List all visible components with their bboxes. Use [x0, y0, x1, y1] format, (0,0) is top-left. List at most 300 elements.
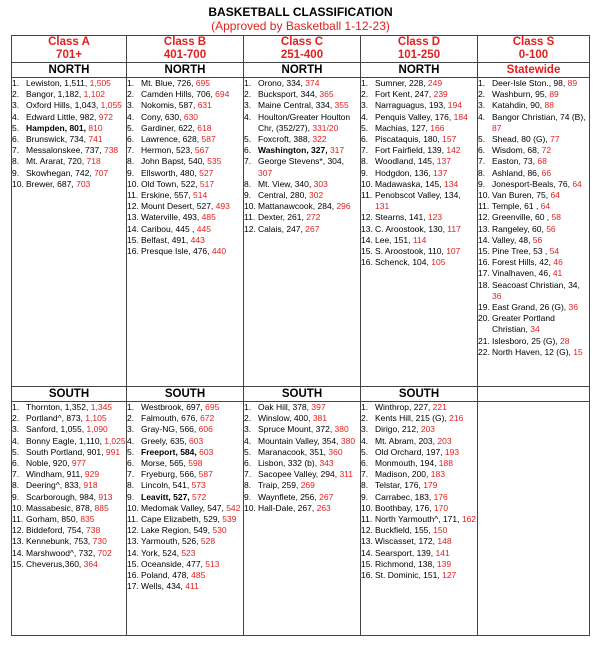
team-new-enrollment: 176 [433, 491, 448, 502]
team-name-enrollment: Lewiston, 1,511, [26, 78, 90, 88]
team-entry [127, 436, 243, 447]
team-new-enrollment: 618 [197, 122, 212, 133]
team-new-enrollment: 117 [447, 223, 461, 234]
team-name-enrollment: Old Orchard, 197, [375, 446, 445, 457]
team-info [492, 313, 589, 335]
team-new-enrollment: 913 [98, 491, 113, 502]
team-new-enrollment: 695 [195, 78, 210, 88]
team-name-enrollment: Skowhegan, 742, [26, 167, 95, 178]
team-new-enrollment: 702 [97, 547, 112, 558]
team-rank: 1. [361, 78, 369, 88]
team-info [141, 469, 243, 480]
team-name-enrollment: Massabesic, 878, [26, 502, 95, 513]
team-new-enrollment: 343 [319, 458, 334, 469]
team-info [141, 224, 243, 235]
team-new-enrollment: 587 [198, 469, 213, 480]
team-entry [361, 424, 477, 435]
team-info [492, 246, 589, 257]
team-new-enrollment: 77 [550, 134, 560, 145]
team-entry [478, 145, 589, 156]
team-new-enrollment: 179 [423, 480, 438, 491]
team-new-enrollment: 528 [200, 536, 216, 547]
class-c-header [244, 36, 361, 63]
team-entry [361, 492, 477, 503]
team-new-enrollment: 311 [339, 469, 353, 480]
team-info [375, 424, 477, 435]
team-rank: 6. [361, 458, 369, 469]
team-name-enrollment: John Bapst, 540, [141, 156, 208, 167]
team-name-enrollment: Greenville, 60 , [492, 212, 552, 223]
team-entry [361, 447, 477, 458]
team-new-enrollment: 272 [306, 212, 321, 223]
team-new-enrollment: 885 [94, 502, 109, 513]
team-entry [244, 212, 360, 223]
team-entry [244, 145, 360, 156]
team-info [375, 436, 477, 447]
team-info [492, 156, 589, 167]
class-a-name: Class A [48, 36, 90, 48]
team-rank: 1. [361, 402, 369, 412]
team-name-enrollment: Forest Hills, 42, [492, 257, 554, 268]
team-new-enrollment: 307 [258, 167, 273, 178]
team-new-enrollment: 567 [194, 145, 210, 156]
team-name-enrollment: Marshwood^, 732, [26, 547, 98, 558]
team-new-enrollment: 606 [198, 424, 213, 435]
team-entry [478, 89, 589, 100]
team-entry [478, 313, 589, 335]
team-new-enrollment: 221 [432, 402, 447, 412]
team-new-enrollment: 137 [436, 156, 451, 167]
team-entry [478, 336, 589, 347]
team-name-enrollment: Hampden, 801, [26, 122, 89, 133]
class-d-south-cell [361, 402, 478, 636]
team-entry [478, 235, 589, 246]
class-a-south-label: SOUTH [12, 387, 127, 402]
team-name-enrollment: Pine Tree, 53 , [492, 246, 550, 257]
team-rank: 6. [478, 145, 486, 156]
team-rank: 3. [361, 100, 369, 111]
team-name-enrollment: Fort Kent, 247, [375, 89, 434, 100]
team-rank: 16. [361, 257, 373, 268]
team-rank: 1. [244, 78, 252, 88]
team-new-enrollment: 89 [549, 89, 559, 100]
team-rank: 9. [361, 491, 369, 502]
team-rank: 11. [361, 190, 373, 201]
team-new-enrollment: 303 [313, 178, 328, 189]
team-info [375, 134, 477, 145]
team-rank: 1. [127, 402, 135, 412]
team-info [141, 134, 243, 145]
team-name-enrollment: Penobscot Valley, 134, [375, 190, 461, 201]
team-entry [127, 134, 243, 145]
team-entry [361, 480, 477, 491]
team-info [26, 100, 126, 111]
team-name-enrollment: Gorham, 850, [26, 514, 81, 525]
class-b-name: Class B [163, 36, 207, 48]
class-s-statewide-label: Statewide [478, 63, 590, 78]
team-info [375, 145, 477, 156]
team-new-enrollment: 134 [443, 178, 459, 189]
class-s-south-cell-empty [478, 402, 590, 636]
team-new-enrollment: 105 [431, 257, 446, 268]
team-name-enrollment: Jonesport-Beals, 76, [492, 178, 573, 189]
team-name-enrollment: Mt. Blue, 726, [141, 78, 196, 88]
team-rank: 10. [478, 190, 490, 201]
team-entry [244, 179, 360, 190]
team-info [492, 212, 589, 223]
team-name-enrollment: Falmouth, 676, [141, 413, 201, 424]
team-new-enrollment: 381 [312, 413, 327, 424]
team-new-enrollment: 360 [328, 446, 343, 457]
team-name-enrollment: S. Aroostook, 110, [375, 246, 447, 257]
team-info [375, 458, 477, 469]
team-rank: 1. [12, 402, 20, 412]
team-name-enrollment: Freeport, 584, [141, 446, 200, 457]
class-a-north-cell [12, 78, 127, 387]
team-entry [127, 570, 243, 581]
team-rank: 11. [127, 514, 139, 525]
team-rank: 21. [478, 335, 490, 346]
team-info [492, 268, 589, 279]
team-rank: 12. [127, 201, 139, 212]
team-rank: 15. [12, 558, 24, 569]
team-new-enrollment: 123 [427, 212, 443, 223]
team-new-enrollment: 718 [86, 156, 101, 167]
team-info [492, 224, 589, 235]
team-info [141, 156, 243, 167]
class-b-north-label: NORTH [127, 63, 244, 78]
team-name-enrollment: Ellsworth, 480, [141, 167, 200, 178]
team-rank: 7. [12, 145, 20, 156]
team-entry [244, 78, 360, 89]
team-name-enrollment: York, 524, [141, 547, 182, 558]
team-entry [127, 224, 243, 235]
team-new-enrollment: 631 [197, 100, 212, 111]
team-new-enrollment: 56 [532, 234, 543, 245]
team-rank: 12. [127, 525, 139, 536]
team-new-enrollment: 918 [83, 480, 98, 491]
team-name-enrollment: Mountain Valley, 354, [258, 435, 341, 446]
team-new-enrollment: 1,345 [90, 402, 113, 412]
team-new-enrollment: 485 [201, 212, 216, 223]
team-name-enrollment: Madison, 200, [375, 469, 431, 480]
class-c-south-cell [244, 402, 361, 636]
team-new-enrollment: 730 [92, 536, 107, 547]
class-b-south-cell [127, 402, 244, 636]
team-name-enrollment: Piscataquis, 180, [375, 134, 443, 145]
class-c-south-label: SOUTH [244, 387, 361, 402]
team-rank: 4. [361, 435, 369, 446]
team-rank: 8. [12, 480, 20, 491]
team-entry [127, 480, 243, 491]
class-a-range: 701+ [56, 48, 82, 61]
team-new-enrollment: 137 [433, 167, 448, 178]
team-rank: 17. [127, 581, 139, 592]
team-new-enrollment: 365 [319, 89, 334, 100]
class-header-row [12, 36, 590, 63]
team-new-enrollment: 440 [211, 246, 227, 257]
team-entry [127, 123, 243, 134]
team-new-enrollment: 114 [412, 234, 427, 245]
team-info [141, 235, 243, 246]
team-entry [478, 100, 589, 111]
team-name-enrollment: Central, 280, [258, 190, 310, 201]
team-entry [12, 503, 126, 514]
team-new-enrollment: 411 [185, 581, 199, 592]
team-new-enrollment: 56 [546, 223, 556, 234]
team-info [258, 492, 360, 503]
class-a-south-list [12, 402, 126, 570]
team-entry [127, 424, 243, 435]
team-name-enrollment: Schenck, 104, [375, 257, 432, 268]
team-info [258, 89, 360, 100]
team-name-enrollment: Westbrook, 697, [141, 402, 206, 412]
team-new-enrollment: 317 [329, 145, 345, 156]
team-name-enrollment: Ashland, 86, [492, 167, 542, 178]
team-name-enrollment: Valley, 48, [492, 234, 533, 245]
class-c-range: 251-400 [280, 48, 324, 61]
team-info [492, 145, 589, 156]
team-entry [361, 145, 477, 156]
team-name-enrollment: Searsport, 139, [375, 547, 436, 558]
team-rank: 8. [361, 156, 369, 167]
team-rank: 2. [127, 89, 135, 100]
team-info [141, 78, 243, 89]
team-info [141, 112, 243, 123]
team-rank: 6. [244, 458, 252, 469]
team-entry [478, 179, 589, 190]
team-rank: 6. [361, 134, 369, 145]
team-entry [244, 436, 360, 447]
team-info [375, 100, 477, 111]
team-info [26, 134, 126, 145]
team-info [375, 123, 477, 134]
team-rank: 15. [361, 246, 373, 257]
team-new-enrollment: 445 [196, 223, 211, 234]
team-new-enrollment: 193 [444, 446, 460, 457]
team-rank: 11. [127, 190, 139, 201]
team-name-enrollment: Buckfield, 155, [375, 525, 434, 536]
team-new-enrollment: 1,055 [100, 100, 122, 111]
team-name-enrollment: Gray-NG, 566, [141, 424, 199, 435]
team-entry [12, 89, 126, 100]
team-info [258, 201, 360, 212]
team-name-enrollment: Deer-Isle Ston., 98, [492, 78, 568, 88]
team-entry [361, 224, 477, 235]
team-entry [361, 525, 477, 536]
team-info [258, 112, 360, 134]
team-name-enrollment: Mt. View, 340, [258, 178, 314, 189]
team-info [375, 402, 477, 413]
team-name-enrollment: Lake Region, 549, [141, 525, 213, 536]
team-info [492, 201, 589, 212]
team-new-enrollment: 513 [205, 558, 220, 569]
team-entry [12, 402, 126, 413]
team-rank: 19. [478, 302, 490, 313]
team-entry [478, 212, 589, 223]
team-name-enrollment: Windham, 911, [26, 469, 85, 480]
team-entry [127, 201, 243, 212]
team-entry [127, 145, 243, 156]
team-entry [361, 436, 477, 447]
team-rank: 2. [12, 89, 20, 100]
team-info [26, 424, 126, 435]
team-new-enrollment: 1,025 [104, 435, 126, 446]
team-rank: 13. [361, 536, 373, 547]
team-new-enrollment: 87 [492, 122, 502, 133]
team-name-enrollment: Narraguagus, 193, [375, 100, 448, 111]
team-name-enrollment: Lee, 151, [375, 234, 413, 245]
team-name-enrollment: Old Town, 522, [141, 178, 200, 189]
team-info [258, 179, 360, 190]
team-name-enrollment: Caribou, 445 , [141, 223, 197, 234]
team-info [141, 581, 243, 592]
team-info [141, 458, 243, 469]
class-s-statewide-list [478, 78, 589, 358]
team-rank: 4. [244, 435, 252, 446]
team-rank: 8. [478, 167, 486, 178]
team-info [141, 525, 243, 536]
team-entry [12, 145, 126, 156]
team-info [141, 559, 243, 570]
team-entry [361, 78, 477, 89]
team-new-enrollment: 517 [199, 178, 215, 189]
team-entry [361, 246, 477, 257]
team-info [375, 447, 477, 458]
team-new-enrollment: 141 [435, 547, 450, 558]
team-new-enrollment: 166 [430, 122, 445, 133]
team-entry [12, 112, 126, 123]
team-new-enrollment: 66 [541, 167, 552, 178]
team-rank: 16. [361, 570, 373, 581]
team-name-enrollment: Mount Desert, 527, [141, 201, 216, 212]
team-info [26, 458, 126, 469]
team-entry [361, 503, 477, 514]
team-entry [361, 257, 477, 268]
team-rank: 18. [478, 279, 490, 290]
team-info [375, 112, 477, 123]
class-a-south-cell [12, 402, 127, 636]
team-info [258, 480, 360, 491]
team-new-enrollment: 929 [84, 469, 100, 480]
team-info [375, 78, 477, 89]
team-entry [127, 525, 243, 536]
team-rank: 12. [244, 223, 256, 234]
team-info [26, 436, 126, 447]
team-info [26, 548, 126, 559]
team-entry [244, 413, 360, 424]
team-name-enrollment: Wiscasset, 172, [375, 536, 438, 547]
class-d-north-label: NORTH [361, 63, 478, 78]
team-info [26, 525, 126, 536]
team-rank: 14. [127, 223, 139, 234]
team-info [141, 201, 243, 212]
team-rank: 12. [12, 525, 24, 536]
team-info [141, 190, 243, 201]
team-rank: 15. [127, 234, 139, 245]
team-entry [12, 469, 126, 480]
team-rank: 12. [361, 212, 373, 223]
team-entry [127, 447, 243, 458]
team-entry [478, 302, 589, 313]
team-entry [244, 402, 360, 413]
team-rank: 8. [244, 178, 252, 189]
team-rank: 16. [127, 246, 139, 257]
team-rank: 8. [244, 480, 252, 491]
team-new-enrollment: 269 [300, 480, 315, 491]
team-name-enrollment: Kents Hill, 215 (G), [375, 413, 450, 424]
team-entry [361, 536, 477, 547]
team-rank: 4. [12, 435, 20, 446]
team-rank: 10. [244, 201, 256, 212]
team-rank: 6. [244, 145, 252, 156]
team-rank: 9. [478, 178, 486, 189]
team-entry [127, 168, 243, 179]
team-info [492, 100, 589, 111]
team-entry [244, 156, 360, 178]
team-rank: 7. [244, 469, 252, 480]
class-b-north-cell [127, 78, 244, 387]
team-info [375, 469, 477, 480]
team-entry [244, 89, 360, 100]
team-entry [244, 492, 360, 503]
team-new-enrollment: 603 [199, 446, 214, 457]
team-rank: 3. [12, 424, 20, 435]
team-name-enrollment: Fryeburg, 566, [141, 469, 199, 480]
team-new-enrollment: 72 [541, 145, 552, 156]
team-name-enrollment: Hodgdon, 136, [375, 167, 434, 178]
team-info [141, 447, 243, 458]
team-rank: 16. [127, 570, 139, 581]
team-name-enrollment: Poland, 478, [141, 570, 192, 581]
team-rank: 14. [478, 234, 490, 245]
class-d-north-list [361, 78, 477, 268]
team-new-enrollment: 523 [181, 547, 196, 558]
team-name-enrollment: Oceanside, 477, [141, 558, 206, 569]
team-name-enrollment: Biddeford, 754, [26, 525, 87, 536]
team-name-enrollment: Islesboro, 25 (G), [492, 335, 561, 346]
team-entry [244, 503, 360, 514]
team-new-enrollment: 239 [433, 89, 448, 100]
team-info [375, 212, 477, 223]
team-rank: 7. [244, 156, 252, 167]
south-label-row [12, 387, 590, 402]
team-rank: 5. [127, 122, 135, 133]
class-b-north-list [127, 78, 243, 257]
team-new-enrollment: 267 [319, 491, 334, 502]
team-new-enrollment: 203 [437, 435, 452, 446]
team-new-enrollment: 707 [94, 167, 109, 178]
team-info [26, 559, 126, 570]
team-info [141, 514, 243, 525]
team-info [26, 168, 126, 179]
team-entry [127, 235, 243, 246]
team-entry [244, 447, 360, 458]
team-info [26, 123, 126, 134]
team-entry [478, 156, 589, 167]
document-subtitle: (Approved by Basketball 1-12-23) [211, 19, 390, 33]
team-new-enrollment: 142 [446, 145, 461, 156]
team-rank: 10. [12, 502, 24, 513]
team-name-enrollment: South Portland, 901, [26, 446, 106, 457]
team-info [375, 570, 477, 581]
team-name-enrollment: Cheverus,360, [26, 558, 84, 569]
team-rank: 9. [127, 167, 135, 178]
team-name-enrollment: Bonny Eagle, 1,110, [26, 435, 105, 446]
team-name-enrollment: Winthrop, 227, [375, 402, 433, 412]
team-info [258, 413, 360, 424]
team-new-enrollment: 148 [437, 536, 452, 547]
